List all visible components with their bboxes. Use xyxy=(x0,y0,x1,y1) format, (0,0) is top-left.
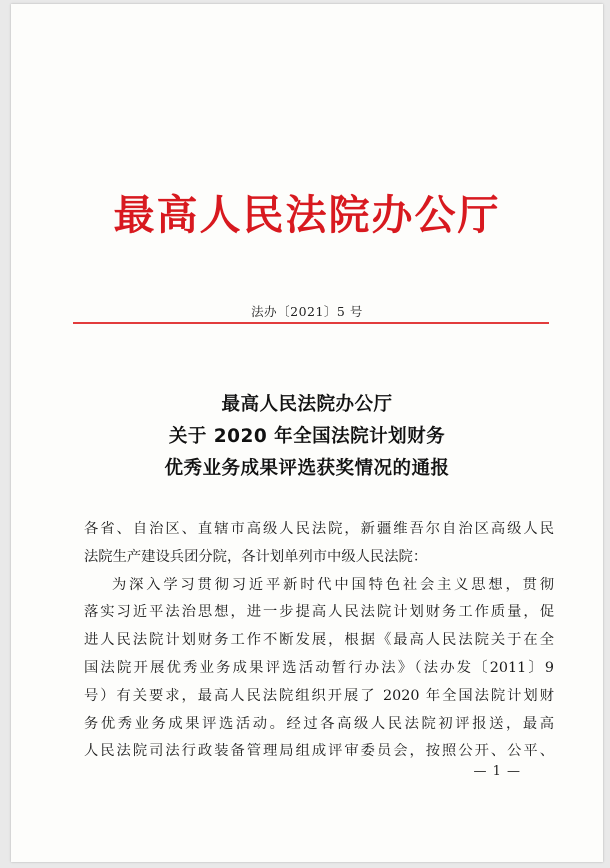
document-number: 法办〔2021〕5 号 xyxy=(251,304,363,319)
paragraph-line: 人民法院司法行政装备管理局组成评审委员会，按照公开、公平、 xyxy=(84,743,554,760)
paragraph-line: 务优秀业务成果评选活动。经过各高级人民法院初评报送，最高 xyxy=(84,715,554,732)
paragraph-line: 国法院开展优秀业务成果评选活动暂行办法》（法办发〔2011〕9 xyxy=(84,659,554,676)
document-body xyxy=(84,516,554,766)
paragraph-line: 进人民法院计划财务工作不断发展，根据《最高人民法院关于在全 xyxy=(84,632,554,649)
salutation-line: 各省、自治区、直辖市高级人民法院，新疆维吾尔自治区高级人民 xyxy=(84,521,554,537)
page-number: — 1 — xyxy=(473,764,521,779)
paragraph-line: 落实习近平法治思想，进一步提高人民法院计划财务工作质量，促 xyxy=(84,604,554,621)
title-line: 最高人民法院办公厅 xyxy=(221,394,393,415)
red-divider-line xyxy=(73,322,549,324)
title-line: 关于 2020 年全国法院计划财务 xyxy=(168,426,446,447)
salutation-line: 法院生产建设兵团分院，各计划单列市中级人民法院： xyxy=(84,548,428,565)
paragraph-line: 为深入学习贯彻习近平新时代中国特色社会主义思想，贯彻 xyxy=(112,576,554,593)
document-page xyxy=(11,4,603,862)
issuer-header: 最高人民法院办公厅 xyxy=(113,191,501,239)
title-line: 优秀业务成果评选获奖情况的通报 xyxy=(164,458,450,479)
paragraph-line: 号）有关要求，最高人民法院组织开展了 2020 年全国法院计划财 xyxy=(84,687,554,704)
document-title xyxy=(11,389,603,485)
